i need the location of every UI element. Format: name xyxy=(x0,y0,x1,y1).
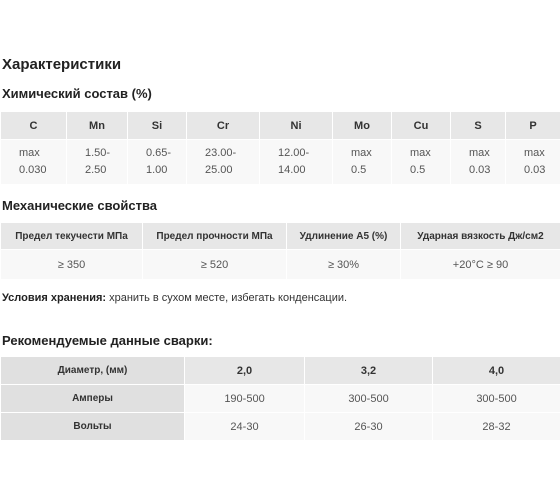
page-title: Характеристики xyxy=(2,56,122,73)
element-ni: Ni xyxy=(260,112,333,140)
chemical-heading: Химический состав (%) xyxy=(2,86,152,101)
impact-toughness-header: Ударная вязкость Дж/см2 xyxy=(401,223,560,250)
diameter-value: 2,0 xyxy=(185,357,305,385)
value-cr: 23.00- 25.00 xyxy=(187,140,260,185)
diameter-value: 3,2 xyxy=(305,357,433,385)
volts-label: Вольты xyxy=(1,413,185,441)
diameter-value: 4,0 xyxy=(433,357,560,385)
storage-conditions xyxy=(2,292,347,304)
impact-toughness-value: +20°C ≥ 90 xyxy=(401,250,560,280)
element-p: P xyxy=(506,112,560,140)
welding-table xyxy=(0,356,560,441)
volts-value: 28-32 xyxy=(433,413,560,441)
elongation-header: Удлинение А5 (%) xyxy=(287,223,401,250)
value-c: max 0.030 xyxy=(1,140,67,185)
volts-value: 26-30 xyxy=(305,413,433,441)
diameter-row xyxy=(1,357,560,385)
chemical-values-row xyxy=(1,140,560,185)
tensile-strength-header: Предел прочности МПа xyxy=(143,223,287,250)
amperes-row xyxy=(1,385,560,413)
storage-label: Условия хранения: xyxy=(2,292,107,304)
yield-strength-header: Предел текучести МПа xyxy=(1,223,143,250)
elongation-value: ≥ 30% xyxy=(287,250,401,280)
storage-text: хранить в сухом месте, избегать конденсации. xyxy=(109,292,348,304)
mechanical-header-row xyxy=(1,223,560,250)
welding-heading: Рекомендуемые данные сварки: xyxy=(2,333,213,348)
value-p: max 0.03 xyxy=(506,140,560,185)
volts-value: 24-30 xyxy=(185,413,305,441)
amperes-label: Амперы xyxy=(1,385,185,413)
element-cu: Cu xyxy=(392,112,451,140)
amperes-value: 300-500 xyxy=(433,385,560,413)
mechanical-heading: Механические свойства xyxy=(2,198,157,213)
mechanical-values-row xyxy=(1,250,560,280)
element-si: Si xyxy=(128,112,187,140)
mechanical-table xyxy=(0,222,560,280)
value-mo: max 0.5 xyxy=(333,140,392,185)
element-mo: Mo xyxy=(333,112,392,140)
element-mn: Mn xyxy=(67,112,128,140)
value-cu: max 0.5 xyxy=(392,140,451,185)
element-s: S xyxy=(451,112,506,140)
element-cr: Cr xyxy=(187,112,260,140)
amperes-value: 190-500 xyxy=(185,385,305,413)
element-c: C xyxy=(1,112,67,140)
amperes-value: 300-500 xyxy=(305,385,433,413)
yield-strength-value: ≥ 350 xyxy=(1,250,143,280)
value-si: 0.65- 1.00 xyxy=(128,140,187,185)
value-ni: 12.00- 14.00 xyxy=(260,140,333,185)
diameter-label: Диаметр, (мм) xyxy=(1,357,185,385)
tensile-strength-value: ≥ 520 xyxy=(143,250,287,280)
chemical-table xyxy=(0,111,560,185)
volts-row xyxy=(1,413,560,441)
value-s: max 0.03 xyxy=(451,140,506,185)
chemical-header-row xyxy=(1,112,560,140)
value-mn: 1.50- 2.50 xyxy=(67,140,128,185)
